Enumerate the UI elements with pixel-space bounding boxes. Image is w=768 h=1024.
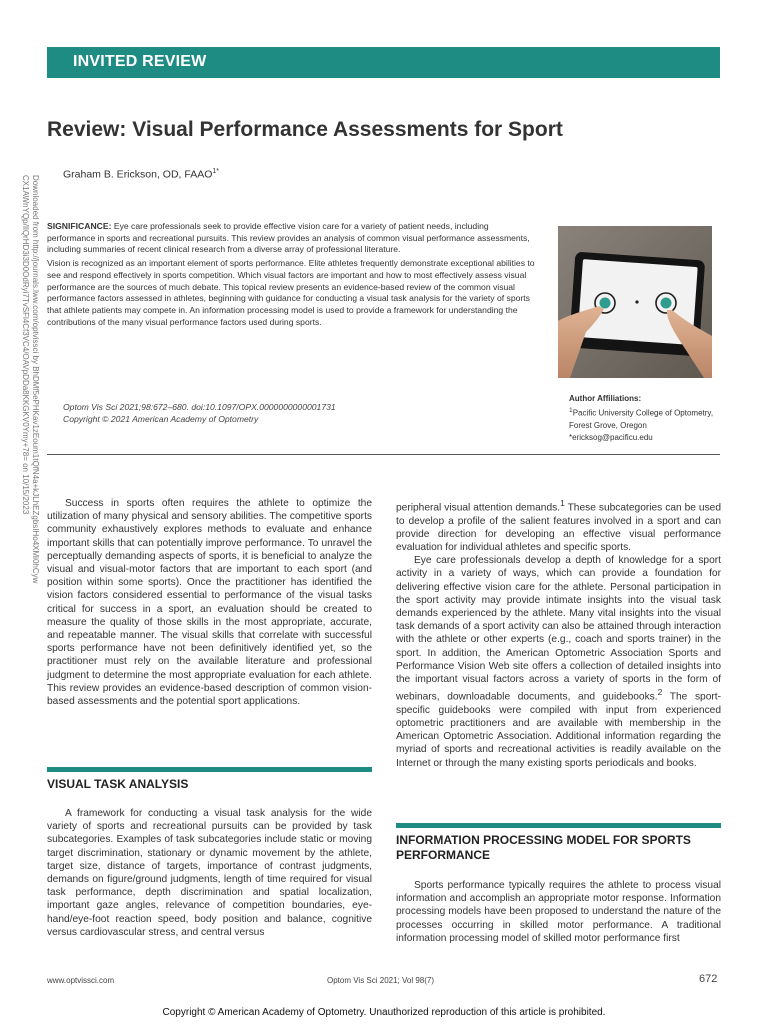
continued-text-rest: These subcategories can be used to develop a profile of the salient features involved in a sport and can provide direction for developing an effective visual performance evaluation for individual athletes and specific sports. (396, 502, 721, 553)
footer-website: www.optvissci.com (47, 976, 115, 985)
affiliation-institution: Pacific University College of Optometry, (572, 408, 714, 418)
reference-sup: 1 (560, 498, 565, 508)
author-superscript: 1* (212, 168, 219, 175)
significance-paragraph (47, 221, 537, 256)
section-rule (396, 823, 721, 828)
section-heading-visual-task-analysis: VISUAL TASK ANALYSIS (47, 777, 189, 791)
continued-paragraph (396, 497, 721, 554)
body-paragraph-text: Eye care professionals develop a depth of knowledge for a sport activity in a variety of ways, which can provide a foundation for delivering effective vision care for the athlete. Personal participation in the sport activity may provide intimate insights into the visual task demands experienced by the athlete. Many vital insights into the visual task demands of a sport activity can also be attained through interaction with the athlete or other experts (e.g., coach and sports trainer) in the sport. In addition, the American Optometric Association Sports and Performance Vision Web site offers a collection of detailed insights into the important visual factors across a variety of sports in the form of webinars, downloadable documents, and guidebooks. (396, 555, 721, 703)
section-rule (47, 767, 372, 772)
affiliation-email: *ericksog@pacificu.edu (569, 432, 653, 442)
affiliations-heading: Author Affiliations: (569, 394, 642, 403)
intro-paragraph: Success in sports often requires the athlete to optimize the utilization of many physical and sensory abilities. The competitive sports community exhaustively explores methods to evaluate and enhance important skills that can potentially improve performance. To unravel the perceptually demanding aspects of sports, it is beneficial to analyze the visual and visual-motor factors that are important to each sport (and position within some sports). Once the practitioner has identified the vision factors considered essential to performance of the visual tasks critical for success in a sport, an evaluation should be created to measure the quality of those skills in the most appropriate, accurate, and repeatable manner. The visual skills that correlate with successful sports performance have not been definitively identified yet, so the practitioner must rely on the available literature and professional judgment to determine the most appropriate evaluation for each athlete. This review provides an evidence-based description of common vision-based assessments and the potential sport applications. (47, 498, 372, 708)
body-paragraph (396, 554, 721, 770)
intro-column-2 (396, 497, 721, 770)
author-line (63, 168, 219, 181)
reference-sup: 2 (657, 687, 663, 698)
section-body-information-processing (396, 879, 721, 945)
continued-text: peripheral visual attention demands. (396, 502, 561, 514)
copyright-line: Copyright © 2021 American Academy of Optometry (63, 414, 259, 424)
citation-line: Optom Vis Sci 2021;98:672–680. doi:10.1097/OPX.0000000000001731 (63, 402, 336, 412)
header-divider (47, 454, 720, 455)
section-paragraph: Sports performance typically requires the athlete to process visual information and accomplish an appropriate motor response. Information processing models have been proposed to understand the nature of the processes occurring in skilled motor performance. A traditional information processing model of skilled motor performance first (396, 880, 721, 944)
section-body-visual-task-analysis (47, 807, 372, 939)
affiliation-line (569, 405, 729, 420)
author-name: Graham B. Erickson, OD, FAAO (63, 168, 213, 181)
section-paragraph: A framework for conducting a visual task analysis for the wide variety of sports and recreational pursuits can be provided by task subcategories. Examples of task subcategories include static or moving target discrimination, stationary or dynamic movement by the athlete, target size, distance of targets, importance of contrast judgments, demands on figure/ground judgments, length of time required for visual task performance, depth discrimination and spatial localization, important gaze angles, relevance of competition boundaries, eye-hand/eye-foot reaction speed, body position and balance, cognitive versus cardiovascular stress, and central versus (47, 808, 372, 938)
touchscreen-photo (558, 226, 712, 378)
copyright-notice: Copyright © American Academy of Optometry. Unauthorized reproduction of this article is prohibited. (162, 1007, 606, 1018)
body-paragraph-rest: The sport-specific guidebooks were compiled with input from experienced optometric practitioners and are available with membership in the American Optometric Association. Additional information regarding the myriad of sports and recreational activities is readily available on the Internet or through the many existing sports periodicals and books. (396, 691, 721, 769)
article-title: Review: Visual Performance Assessments for Sport (47, 118, 563, 141)
affiliation-sup: 1 (569, 407, 573, 414)
intro-column-1 (47, 497, 372, 708)
affiliation-location: Forest Grove, Oregon (569, 420, 647, 430)
abstract-paragraph: Vision is recognized as an important element of sports performance. Elite athletes frequently demonstrate exceptional abilities to see and respond effectively in sports competition. Which visual factors are important and how to most effectively assess visual performance are the sources of much debate. This topical review presents an evidence-based review of the common visual performance factors assessed in athletes, beginning with guidance for conducting a visual task analysis for the variety of sports that athlete patients may compete in. An information processing model is used to provide a framework for understanding the contributions of the many visual performance factors used during sports. (47, 258, 535, 327)
article-type-banner (47, 47, 720, 78)
citation-block (63, 401, 336, 425)
section-heading-information-processing: INFORMATION PROCESSING MODEL FOR SPORTS PERFORMANCE (396, 833, 691, 862)
author-affiliations (569, 393, 729, 444)
abstract-block (47, 221, 537, 330)
footer-journal: Optom Vis Sci 2021; Vol 98(7) (327, 976, 435, 985)
article-type-label: INVITED REVIEW (73, 53, 207, 70)
significance-label: SIGNIFICANCE: (47, 221, 112, 231)
touchscreen-photo-svg (558, 226, 712, 378)
download-side-note-text: Downloaded from http://journals.lww.com/optvissci by BhDMf5ePHKav1zEoum1tQfN4a+kJLhEZgbsIHo4XMi0hCyw CX1AWnYQp/IlQrHD3i3D0OdRyi7TvSFl4Cf3VC4/OAVpDDa8KKGKV0Ymy+78= on 10/15/2023 (21, 175, 40, 584)
download-side-note (12, 175, 42, 585)
significance-text: Eye care professionals seek to provide effective vision care for a variety of patient needs, including performance in sports and recreational pursuits. This review provides an analysis of common visual performance assessments, including summaries of recent clinical research from a diverse array of professional literature. (47, 221, 530, 255)
page-number: 672 (699, 973, 718, 985)
